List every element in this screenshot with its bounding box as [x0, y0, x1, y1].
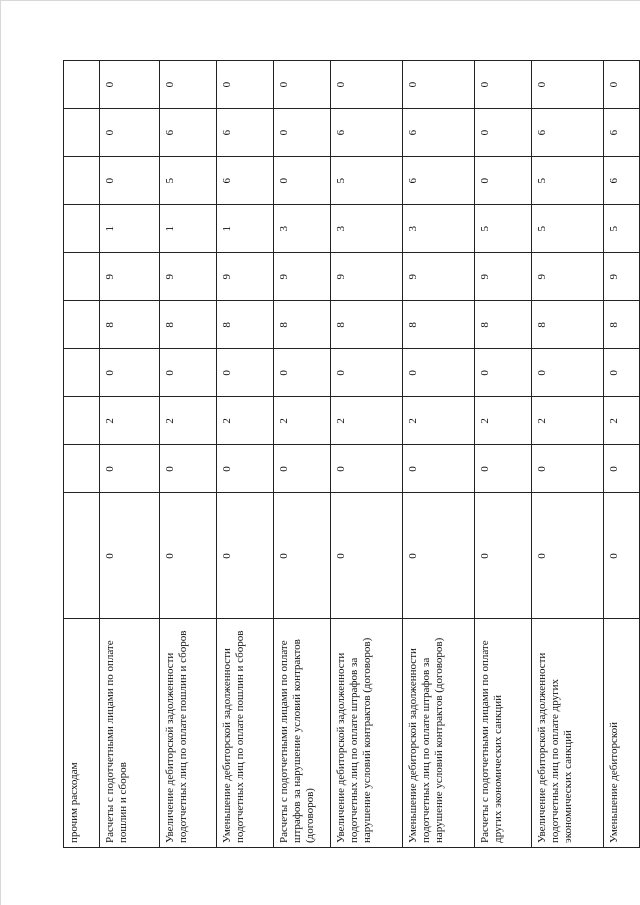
code-digit-cell: [64, 109, 100, 157]
code-digit-cell: 0: [217, 493, 274, 619]
row-label: Уменьшение дебиторской: [604, 619, 640, 848]
code-digit-cell: 0: [403, 61, 475, 109]
code-digit-cell: 9: [532, 253, 604, 301]
code-digit-cell: 0: [274, 349, 331, 397]
code-digit-cell: 2: [604, 397, 640, 445]
rotated-table-wrapper: [63, 60, 620, 848]
code-digit-cell: [64, 397, 100, 445]
code-digit-cell: 5: [475, 205, 532, 253]
code-digit-cell: 9: [475, 253, 532, 301]
table-row: [475, 61, 532, 848]
code-digit-cell: 0: [160, 61, 217, 109]
code-digit-cell: 0: [475, 493, 532, 619]
code-digit-cell: 9: [274, 253, 331, 301]
code-digit-cell: 0: [217, 349, 274, 397]
code-digit-cell: [64, 61, 100, 109]
code-digit-cell: 8: [604, 301, 640, 349]
code-digit-cell: 2: [274, 397, 331, 445]
row-label: прочим расходам: [64, 619, 100, 848]
code-digit-cell: 0: [274, 445, 331, 493]
code-digit-cell: 0: [160, 445, 217, 493]
table-row: [274, 61, 331, 848]
code-digit-cell: 9: [100, 253, 160, 301]
code-digit-cell: 0: [100, 445, 160, 493]
code-digit-cell: 6: [331, 109, 403, 157]
code-digit-cell: 2: [160, 397, 217, 445]
code-digit-cell: [64, 253, 100, 301]
code-digit-cell: 0: [274, 493, 331, 619]
row-label: Уменьшение дебиторской задолженности подотчетных лиц по оплате штрафов за нарушение условий контрактов (договоров): [403, 619, 475, 848]
code-digit-cell: [64, 157, 100, 205]
code-digit-cell: 0: [475, 349, 532, 397]
code-digit-cell: 6: [217, 109, 274, 157]
code-digit-cell: 3: [274, 205, 331, 253]
code-digit-cell: 0: [403, 445, 475, 493]
table-body: [64, 61, 640, 848]
code-digit-cell: 0: [217, 61, 274, 109]
code-digit-cell: 1: [217, 205, 274, 253]
code-digit-cell: 0: [475, 157, 532, 205]
code-digit-cell: 9: [331, 253, 403, 301]
code-digit-cell: 9: [217, 253, 274, 301]
code-digit-cell: 5: [331, 157, 403, 205]
code-digit-cell: 0: [160, 349, 217, 397]
row-label: Расчеты с подотчетными лицами по оплате штрафов за нарушение условий контрактов (договоров): [274, 619, 331, 848]
code-digit-cell: 0: [532, 61, 604, 109]
code-digit-cell: 0: [403, 493, 475, 619]
code-digit-cell: 8: [100, 301, 160, 349]
code-digit-cell: 0: [604, 445, 640, 493]
code-digit-cell: 0: [532, 445, 604, 493]
code-digit-cell: 0: [604, 61, 640, 109]
row-label: Расчеты с подотчетными лицами по оплате пошлин и сборов: [100, 619, 160, 848]
code-digit-cell: 8: [274, 301, 331, 349]
code-digit-cell: 0: [475, 109, 532, 157]
code-digit-cell: 8: [475, 301, 532, 349]
code-digit-cell: 0: [604, 493, 640, 619]
code-digit-cell: 0: [403, 349, 475, 397]
table-row: [100, 61, 160, 848]
code-digit-cell: 0: [274, 61, 331, 109]
code-digit-cell: 5: [532, 157, 604, 205]
code-digit-cell: 2: [475, 397, 532, 445]
table-row: [217, 61, 274, 848]
code-digit-cell: 6: [403, 109, 475, 157]
code-digit-cell: 2: [532, 397, 604, 445]
code-digit-cell: 0: [100, 493, 160, 619]
code-digit-cell: 6: [532, 109, 604, 157]
code-digit-cell: 5: [532, 205, 604, 253]
code-digit-cell: 3: [331, 205, 403, 253]
code-digit-cell: 0: [475, 61, 532, 109]
code-digit-cell: 6: [160, 109, 217, 157]
code-digit-cell: 9: [160, 253, 217, 301]
code-digit-cell: 0: [100, 349, 160, 397]
code-digit-cell: [64, 349, 100, 397]
table-row: [403, 61, 475, 848]
scan-edge-top: [0, 0, 640, 1]
table-row: [160, 61, 217, 848]
code-digit-cell: 9: [403, 253, 475, 301]
code-digit-cell: 0: [100, 61, 160, 109]
code-digit-cell: 5: [604, 205, 640, 253]
table-row: [532, 61, 604, 848]
code-digit-cell: 0: [331, 445, 403, 493]
code-digit-cell: 0: [100, 157, 160, 205]
code-digit-cell: [64, 301, 100, 349]
code-digit-cell: 0: [475, 445, 532, 493]
code-digit-cell: 5: [160, 157, 217, 205]
accounts-table: [63, 60, 640, 848]
code-digit-cell: 3: [403, 205, 475, 253]
code-digit-cell: [64, 445, 100, 493]
table-row: [604, 61, 640, 848]
code-digit-cell: 6: [217, 157, 274, 205]
code-digit-cell: 0: [160, 493, 217, 619]
code-digit-cell: 0: [532, 493, 604, 619]
code-digit-cell: 0: [274, 109, 331, 157]
code-digit-cell: 8: [403, 301, 475, 349]
code-digit-cell: 8: [217, 301, 274, 349]
scan-edge-left: [0, 0, 1, 905]
code-digit-cell: 8: [160, 301, 217, 349]
code-digit-cell: 6: [604, 157, 640, 205]
table-row: [331, 61, 403, 848]
code-digit-cell: 8: [331, 301, 403, 349]
code-digit-cell: 6: [604, 109, 640, 157]
row-label: Увеличение дебиторской задолженности подотчетных лиц по оплате пошлин и сборов: [160, 619, 217, 848]
code-digit-cell: 1: [100, 205, 160, 253]
code-digit-cell: 0: [274, 157, 331, 205]
row-label: Расчеты с подотчетными лицами по оплате других экономических санкций: [475, 619, 532, 848]
code-digit-cell: [64, 493, 100, 619]
code-digit-cell: 2: [403, 397, 475, 445]
row-label: Уменьшение дебиторской задолженности подотчетных лиц по оплате пошлин и сборов: [217, 619, 274, 848]
row-label: Увеличение дебиторской задолженности подотчетных лиц по оплате штрафов за нарушение условий контрактов (договоров): [331, 619, 403, 848]
code-digit-cell: 2: [100, 397, 160, 445]
code-digit-cell: 9: [604, 253, 640, 301]
code-digit-cell: 0: [331, 493, 403, 619]
code-digit-cell: 0: [604, 349, 640, 397]
code-digit-cell: 2: [217, 397, 274, 445]
code-digit-cell: 0: [217, 445, 274, 493]
code-digit-cell: 0: [532, 349, 604, 397]
code-digit-cell: 0: [100, 109, 160, 157]
code-digit-cell: 6: [403, 157, 475, 205]
code-digit-cell: 2: [331, 397, 403, 445]
table-row: [64, 61, 100, 848]
code-digit-cell: 8: [532, 301, 604, 349]
code-digit-cell: [64, 205, 100, 253]
code-digit-cell: 0: [331, 349, 403, 397]
code-digit-cell: 1: [160, 205, 217, 253]
code-digit-cell: 0: [331, 61, 403, 109]
row-label: Увеличение дебиторской задолженности подотчетных лиц по оплате других экономических санкций: [532, 619, 604, 848]
